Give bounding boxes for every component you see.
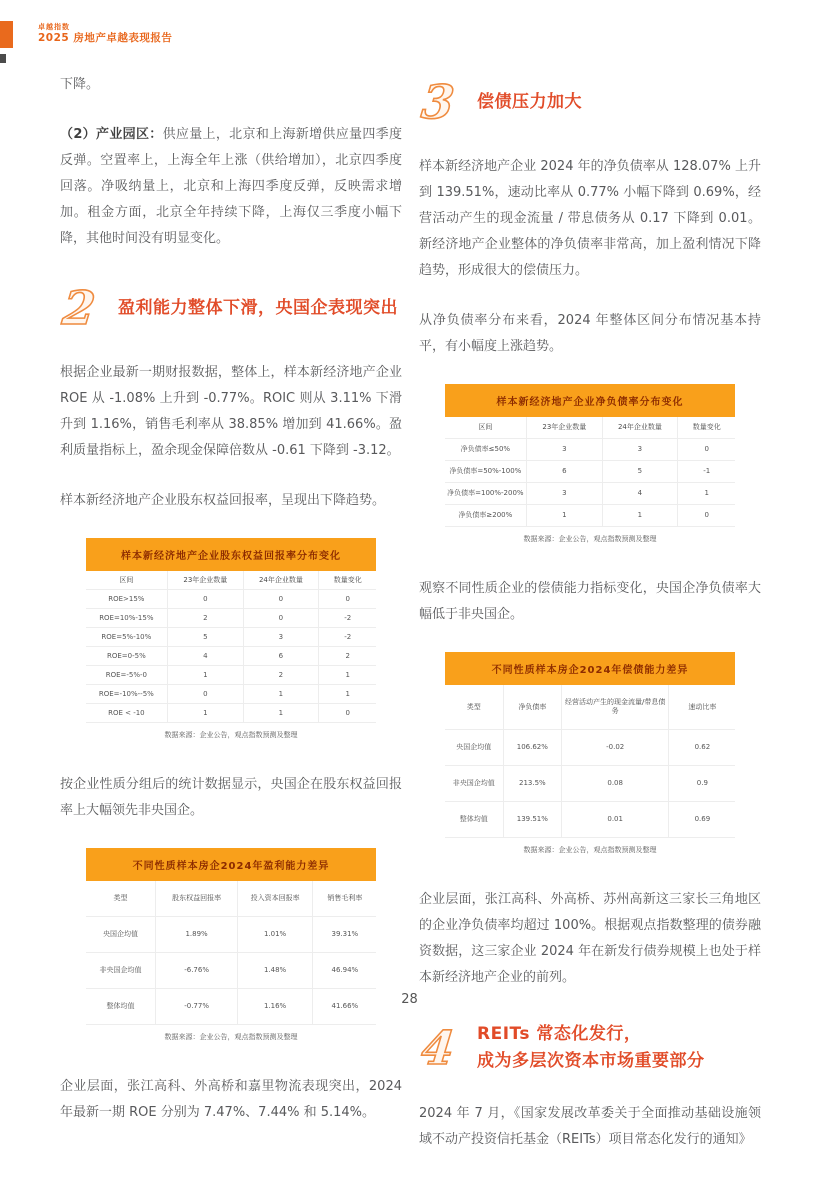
table-grid — [445, 685, 736, 837]
paragraph-lead: （2）产业园区： — [60, 127, 163, 142]
section-3-numeral: 3 — [419, 75, 457, 129]
table-cell: 3 — [526, 482, 602, 504]
table-debt-capacity-difference — [445, 652, 736, 863]
table-cell: -0.77% — [155, 988, 236, 1024]
table-column-header: 股东权益回报率 — [155, 881, 236, 916]
paragraph-profitability-1: 根据企业最新一期财报数据，整体上，样本新经济地产企业 ROE 从 -1.08% 上升到 -0.77%。ROIC 则从 3.11% 下滑升到 1.16%，销售毛利率从 38.85% 增加到 41.66%。盈利质量指标上，盈余现金保障倍数从 -0.61 下降到 -3.12。 — [60, 365, 402, 458]
paragraph-debt-4: 企业层面，张江高科、外高桥、苏州高新这三家长三角地区的企业净负债率均超过 100%。根据观点指数整理的债券融资数据，这三家企业 2024 年在新发行债券规模上也处于样本新经济地产企业的前列。 — [419, 892, 761, 985]
table-row-label: ROE=10%-15% — [86, 608, 167, 627]
section-4-title-line2: 成为多层次资本市场重要部分 — [477, 1051, 705, 1071]
table-title: 样本新经济地产企业股东权益回报率分布变化 — [86, 538, 377, 571]
table-cell: 0 — [318, 589, 376, 608]
table-column-header: 净负债率 — [503, 685, 561, 729]
paragraph-grouping: 按企业性质分组后的统计数据显示，央国企在股东权益回报率上大幅领先非央国企。 — [60, 777, 402, 818]
table-row-label: ROE < -10 — [86, 703, 167, 722]
table-row-label: 净负债率=100%-200% — [445, 482, 526, 504]
brand-subtitle: 卓越指数 — [38, 23, 70, 31]
table-column-header: 24年企业数量 — [602, 417, 678, 438]
table-profitability-difference — [86, 848, 377, 1050]
table-cell: 0.9 — [668, 765, 735, 801]
table-cell: -1 — [677, 460, 735, 482]
table-cell: 6 — [243, 646, 319, 665]
table-cell: 1 — [243, 684, 319, 703]
table-column-header: 速动比率 — [668, 685, 735, 729]
table-row-label: ROE=0-5% — [86, 646, 167, 665]
table-cell: 1 — [167, 703, 243, 722]
table-cell: 0 — [243, 608, 319, 627]
table-cell: 106.62% — [503, 729, 561, 765]
table-cell: 1.89% — [155, 916, 236, 952]
content-columns — [60, 72, 761, 1177]
paragraph-top-companies: 企业层面，张江高科、外高桥和嘉里物流表现突出，2024年最新一期 ROE 分别为 7.47%、7.44% 和 5.14%。 — [60, 1079, 402, 1120]
page-edge-tab — [0, 54, 6, 63]
table-column-header: 销售毛利率 — [312, 881, 376, 916]
report-brand — [0, 21, 172, 48]
table-cell: 1 — [318, 665, 376, 684]
table-cell: 1 — [243, 703, 319, 722]
table-column-header: 类型 — [113, 894, 128, 902]
table-cell: 1 — [602, 504, 678, 526]
table-column-header: 数量变化 — [318, 571, 376, 589]
table-grid — [86, 571, 377, 722]
table-title: 不同性质样本房企2024年偿债能力差异 — [445, 652, 736, 685]
table-column-header: 类型 — [466, 702, 481, 711]
table-cell: -6.76% — [155, 952, 236, 988]
table-column-header: 投入资本回报率 — [237, 881, 313, 916]
table-cell: 213.5% — [503, 765, 561, 801]
section-4-heading — [419, 1021, 761, 1075]
table-source-note: 数据来源：企业公告，观点指数预测及整理 — [86, 722, 377, 748]
section-3-heading — [419, 76, 761, 128]
table-cell: 3 — [526, 438, 602, 460]
table-row-label: ROE=-5%-0 — [86, 665, 167, 684]
paragraph-industrial-park — [60, 122, 402, 252]
table-cell: 1 — [318, 684, 376, 703]
paragraph-profitability-2: 样本新经济地产企业股东权益回报率，呈现出下降趋势。 — [60, 493, 386, 508]
table-row-label: 非央国企均值 — [445, 765, 503, 801]
table-row-label: 非央国企均值 — [86, 952, 156, 988]
table-cell: 1 — [167, 665, 243, 684]
page-number: 28 — [401, 992, 418, 1007]
table-column-header: 区间 — [478, 423, 493, 431]
table-cell: 5 — [602, 460, 678, 482]
table-cell: 3 — [602, 438, 678, 460]
table-row-label: ROE>15% — [86, 589, 167, 608]
paragraph-debt-1: 样本新经济地产企业 2024 年的净负债率从 128.07% 上升到 139.51%，速动比率从 0.77% 小幅下降到 0.69%，经营活动产生的现金流量 / 带息债务从 0.17 下降到 0.01。新经济地产企业整体的净负债率非常高，加上盈利情况下降趋势，形成很大的偿债压力。 — [419, 159, 761, 278]
table-cell: 0.01 — [561, 801, 669, 837]
table-cell: 4 — [602, 482, 678, 504]
table-row-label: 央国企均值 — [445, 729, 503, 765]
table-cell: 0 — [318, 703, 376, 722]
table-cell: 6 — [526, 460, 602, 482]
table-row-label: 净负债率≤50% — [445, 438, 526, 460]
right-column — [419, 72, 761, 1177]
table-cell: 5 — [167, 627, 243, 646]
table-row-label: 净负债率≥200% — [445, 504, 526, 526]
table-cell: 0 — [677, 504, 735, 526]
table-cell: 2 — [318, 646, 376, 665]
table-cell: 0.69 — [668, 801, 735, 837]
table-column-header: 24年企业数量 — [243, 571, 319, 589]
table-cell: -2 — [318, 608, 376, 627]
paragraph-debt-3: 观察不同性质企业的偿债能力指标变化，央国企净负债率大幅低于非央国企。 — [419, 581, 761, 622]
table-cell: 1.16% — [237, 988, 313, 1024]
table-cell: 139.51% — [503, 801, 561, 837]
brand-title: 2025 房地产卓越表现报告 — [38, 32, 173, 44]
table-row-label: ROE=5%-10% — [86, 627, 167, 646]
section-4-title-line1: REITs 常态化发行， — [477, 1024, 642, 1044]
table-column-header: 数量变化 — [677, 417, 735, 438]
table-cell: 1 — [526, 504, 602, 526]
table-cell: 0 — [167, 684, 243, 703]
table-cell: 2 — [243, 665, 319, 684]
table-cell: 4 — [167, 646, 243, 665]
section-4-title — [477, 1021, 705, 1075]
brand-bar-icon — [0, 21, 13, 48]
table-cell: 0.08 — [561, 765, 669, 801]
table-cell: 1.48% — [237, 952, 313, 988]
table-cell: 1 — [677, 482, 735, 504]
table-cell: 46.94% — [312, 952, 376, 988]
table-source-note: 数据来源：企业公告，观点指数预测及整理 — [86, 1024, 377, 1050]
section-2-title: 盈利能力整体下滑，央国企表现突出 — [118, 297, 398, 318]
brand-text — [38, 21, 172, 45]
paragraph-debt-2: 从净负债率分布来看，2024 年整体区间分布情况基本持平，有小幅度上涨趋势。 — [419, 313, 761, 354]
table-cell: 0.62 — [668, 729, 735, 765]
table-roe-distribution — [86, 538, 377, 748]
table-title: 样本新经济地产企业净负债率分布变化 — [445, 384, 736, 417]
table-debt-ratio-distribution — [445, 384, 736, 552]
table-column-header: 经营活动产生的现金流量/带息债务 — [561, 685, 669, 729]
left-column — [60, 72, 402, 1177]
table-cell: 0 — [677, 438, 735, 460]
section-2-heading — [60, 282, 402, 334]
table-cell: 41.66% — [312, 988, 376, 1024]
table-row-label: 整体均值 — [445, 801, 503, 837]
paragraph-intro: 下降。 — [60, 77, 100, 92]
table-source-note: 数据来源：企业公告，观点指数预测及整理 — [445, 526, 736, 552]
table-source-note: 数据来源：企业公告，观点指数预测及整理 — [445, 837, 736, 863]
table-cell: -2 — [318, 627, 376, 646]
table-cell: 3 — [243, 627, 319, 646]
table-cell: -0.02 — [561, 729, 669, 765]
paragraph-reits: 2024 年 7 月，《国家发展改革委关于全面推动基础设施领域不动产投资信托基金（REITs）项目常态化发行的通知》 — [419, 1106, 761, 1147]
table-row-label: 央国企均值 — [86, 916, 156, 952]
table-row-label: 整体均值 — [86, 988, 156, 1024]
section-3-title: 偿债压力加大 — [477, 91, 582, 112]
table-title: 不同性质样本房企2024年盈利能力差异 — [86, 848, 377, 881]
table-column-header: 区间 — [119, 575, 134, 584]
section-4-numeral: 4 — [419, 1021, 457, 1075]
table-cell: 2 — [167, 608, 243, 627]
table-row-label: ROE=-10%--5% — [86, 684, 167, 703]
table-column-header: 23年企业数量 — [167, 571, 243, 589]
section-2-numeral: 2 — [60, 281, 98, 335]
paragraph-text: 供应量上，北京和上海新增供应量四季度反弹。空置率上，上海全年上涨（供给增加），北京四季度回落。净吸纳量上，北京和上海四季度反弹，反映需求增加。租金方面，北京全年持续下降，上海仅三季度小幅下降，其他时间没有明显变化。 — [60, 127, 402, 246]
table-grid — [445, 417, 736, 526]
table-cell: 1.01% — [237, 916, 313, 952]
table-cell: 39.31% — [312, 916, 376, 952]
table-cell: 0 — [167, 589, 243, 608]
table-cell: 0 — [243, 589, 319, 608]
table-column-header: 23年企业数量 — [526, 417, 602, 438]
table-row-label: 净负债率=50%-100% — [445, 460, 526, 482]
